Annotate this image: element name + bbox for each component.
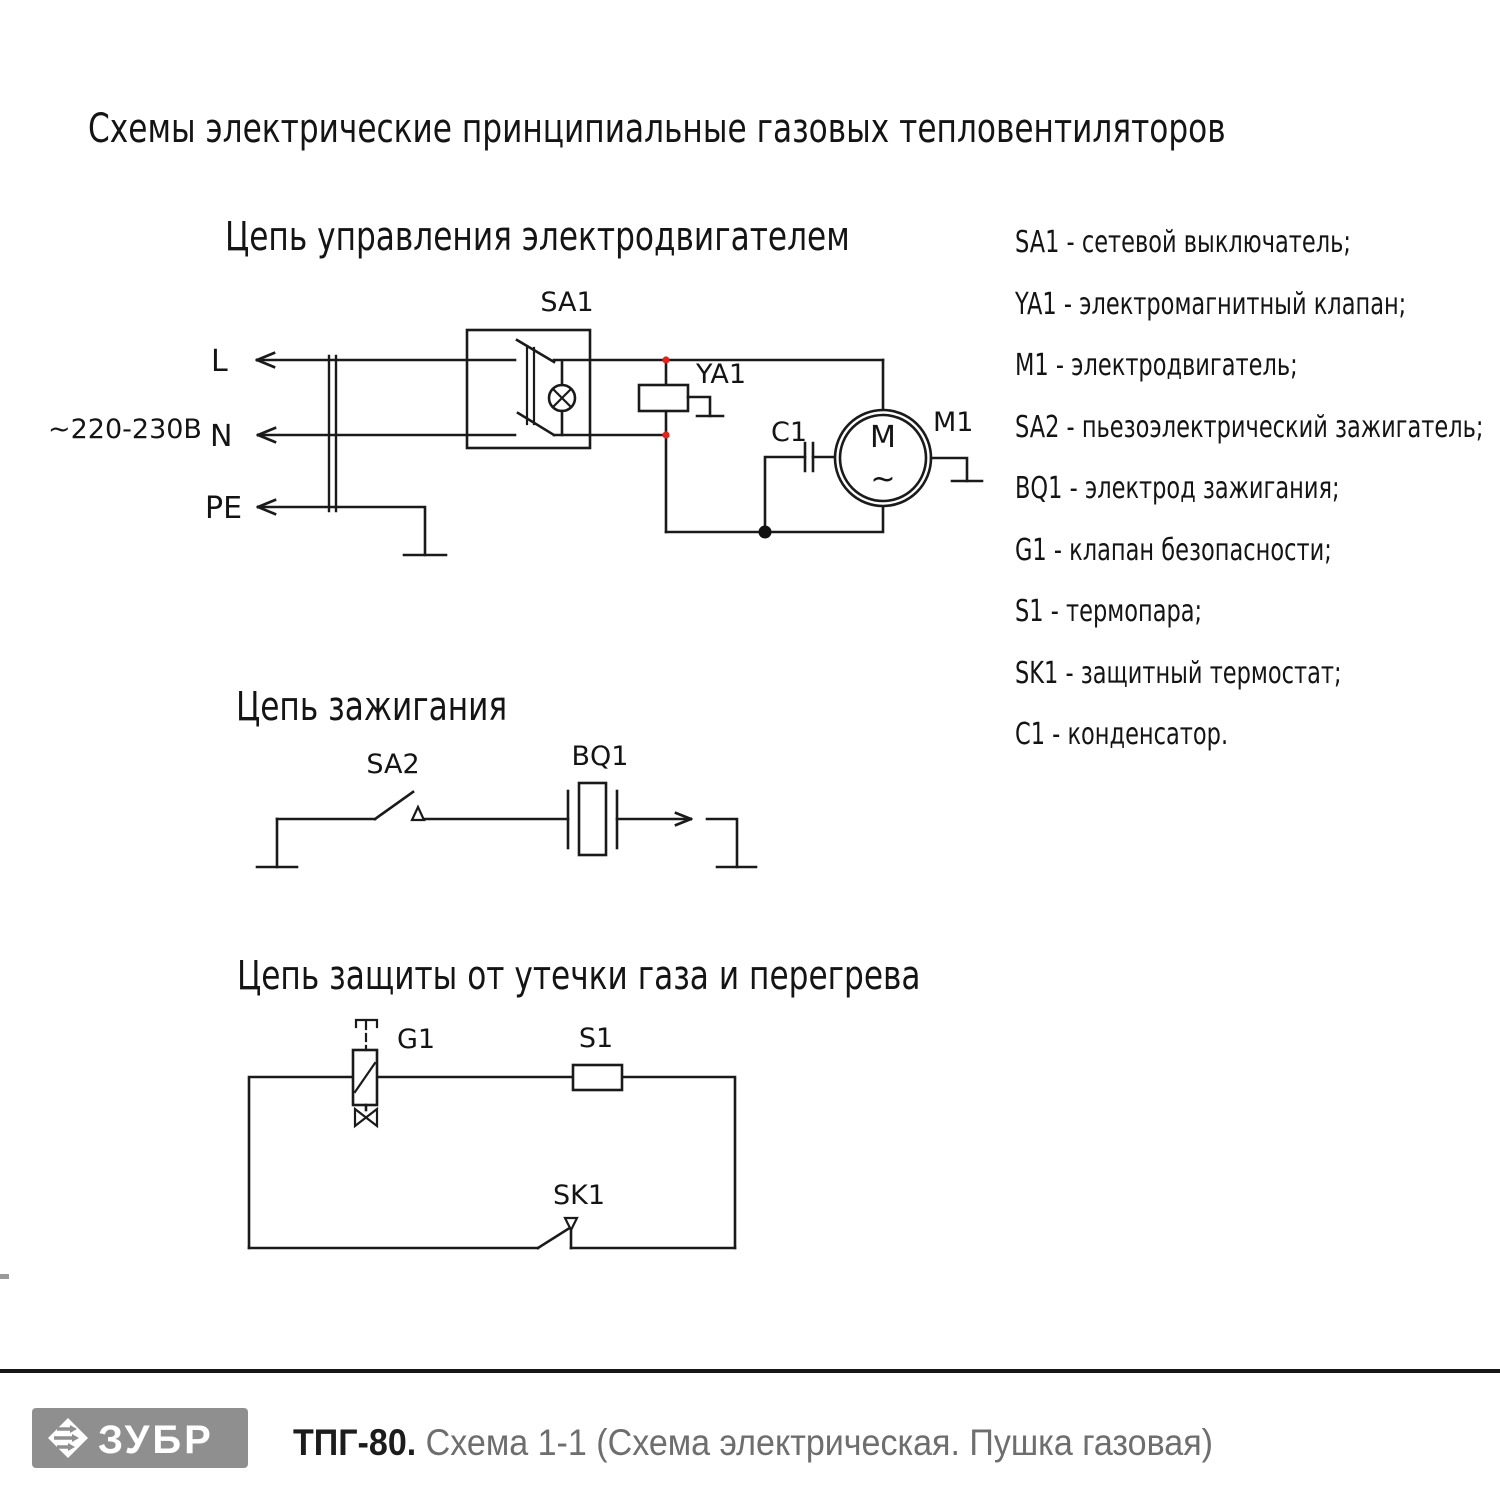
legend-item-m1: M1 - электродвигатель; [1015, 348, 1298, 383]
page-title: Схемы электрические принципиальные газовых тепловентиляторов [88, 106, 1226, 152]
g1-safety-valve-symbol [353, 1020, 377, 1126]
ignition-ground-left [257, 819, 297, 867]
motor-letter: M [870, 420, 896, 455]
circuit3-schematic [249, 1020, 735, 1248]
footer-divider [0, 1369, 1500, 1373]
line-n-label: N [210, 419, 233, 454]
bq1-label: BQ1 [571, 741, 629, 772]
return-wire [666, 506, 883, 532]
circuit1-title: Цепь управления электродвигателем [225, 214, 850, 260]
footer-caption-line [293, 1421, 1213, 1465]
s1-thermocouple-symbol [573, 1065, 622, 1090]
footer-model: ТПГ-80. [293, 1422, 417, 1463]
legend-item-c1: C1 - конденсатор. [1015, 717, 1229, 752]
sa2-label: SA2 [366, 749, 420, 780]
sa1-label: SA1 [540, 287, 594, 318]
circuit2-schematic [257, 741, 756, 867]
g1-label: G1 [397, 1024, 436, 1055]
c1-capacitor-symbol [765, 443, 836, 532]
m1-label: M1 [933, 407, 974, 438]
legend-item-ya1: YA1 - электромагнитный клапан; [1015, 286, 1407, 322]
ya1-label: YA1 [696, 359, 747, 390]
junction-dot-black [759, 526, 772, 539]
junction-dot-red-top [662, 356, 669, 363]
legend-item-sk1: SK1 - защитный термостат; [1015, 655, 1342, 691]
legend-item-g1: G1 - клапан безопасности; [1015, 532, 1332, 568]
line-l-wire [257, 353, 883, 367]
bq1-electrode-symbol [568, 783, 691, 855]
sa1-switch-symbol [467, 330, 590, 448]
page-edge-mark [0, 1274, 9, 1279]
sa2-switch-symbol [277, 792, 568, 820]
junction-dot-red-bottom [662, 431, 669, 438]
legend-item-s1: S1 - термопара; [1015, 594, 1203, 629]
circuit3-title: Цепь защиты от утечки газа и перегрева [237, 953, 921, 999]
circuit1-schematic [48, 287, 982, 555]
circuit2-title: Цепь зажигания [236, 684, 508, 730]
protection-loop-wire [249, 1077, 735, 1248]
legend-item-sa2: SA2 - пьезоэлектрический зажигатель; [1015, 409, 1484, 445]
zubr-logo-icon [32, 1408, 248, 1468]
legend-item-sa1: SA1 - сетевой выключатель; [1015, 225, 1351, 260]
brand-logo-text: ЗУБР [98, 1418, 214, 1462]
s1-label: S1 [578, 1023, 614, 1054]
footer-caption: Схема 1-1 (Схема электрическая. Пушка газовая) [425, 1422, 1213, 1463]
ignition-ground-right [707, 819, 756, 867]
legend-item-bq1: BQ1 - электрод зажигания; [1015, 471, 1340, 506]
motor-ac-sign: ~ [870, 462, 896, 497]
cable-marker [329, 356, 336, 511]
line-l-label: L [211, 344, 228, 379]
sk1-label: SK1 [552, 1180, 606, 1211]
line-pe-label: PE [205, 491, 243, 526]
voltage-label: ~220-230В [48, 414, 202, 445]
sk1-thermostat-symbol [538, 1218, 577, 1248]
line-pe-wire [258, 500, 446, 555]
line-n-wire [258, 428, 666, 442]
brand-logo [32, 1408, 248, 1472]
c1-label: C1 [771, 417, 808, 448]
